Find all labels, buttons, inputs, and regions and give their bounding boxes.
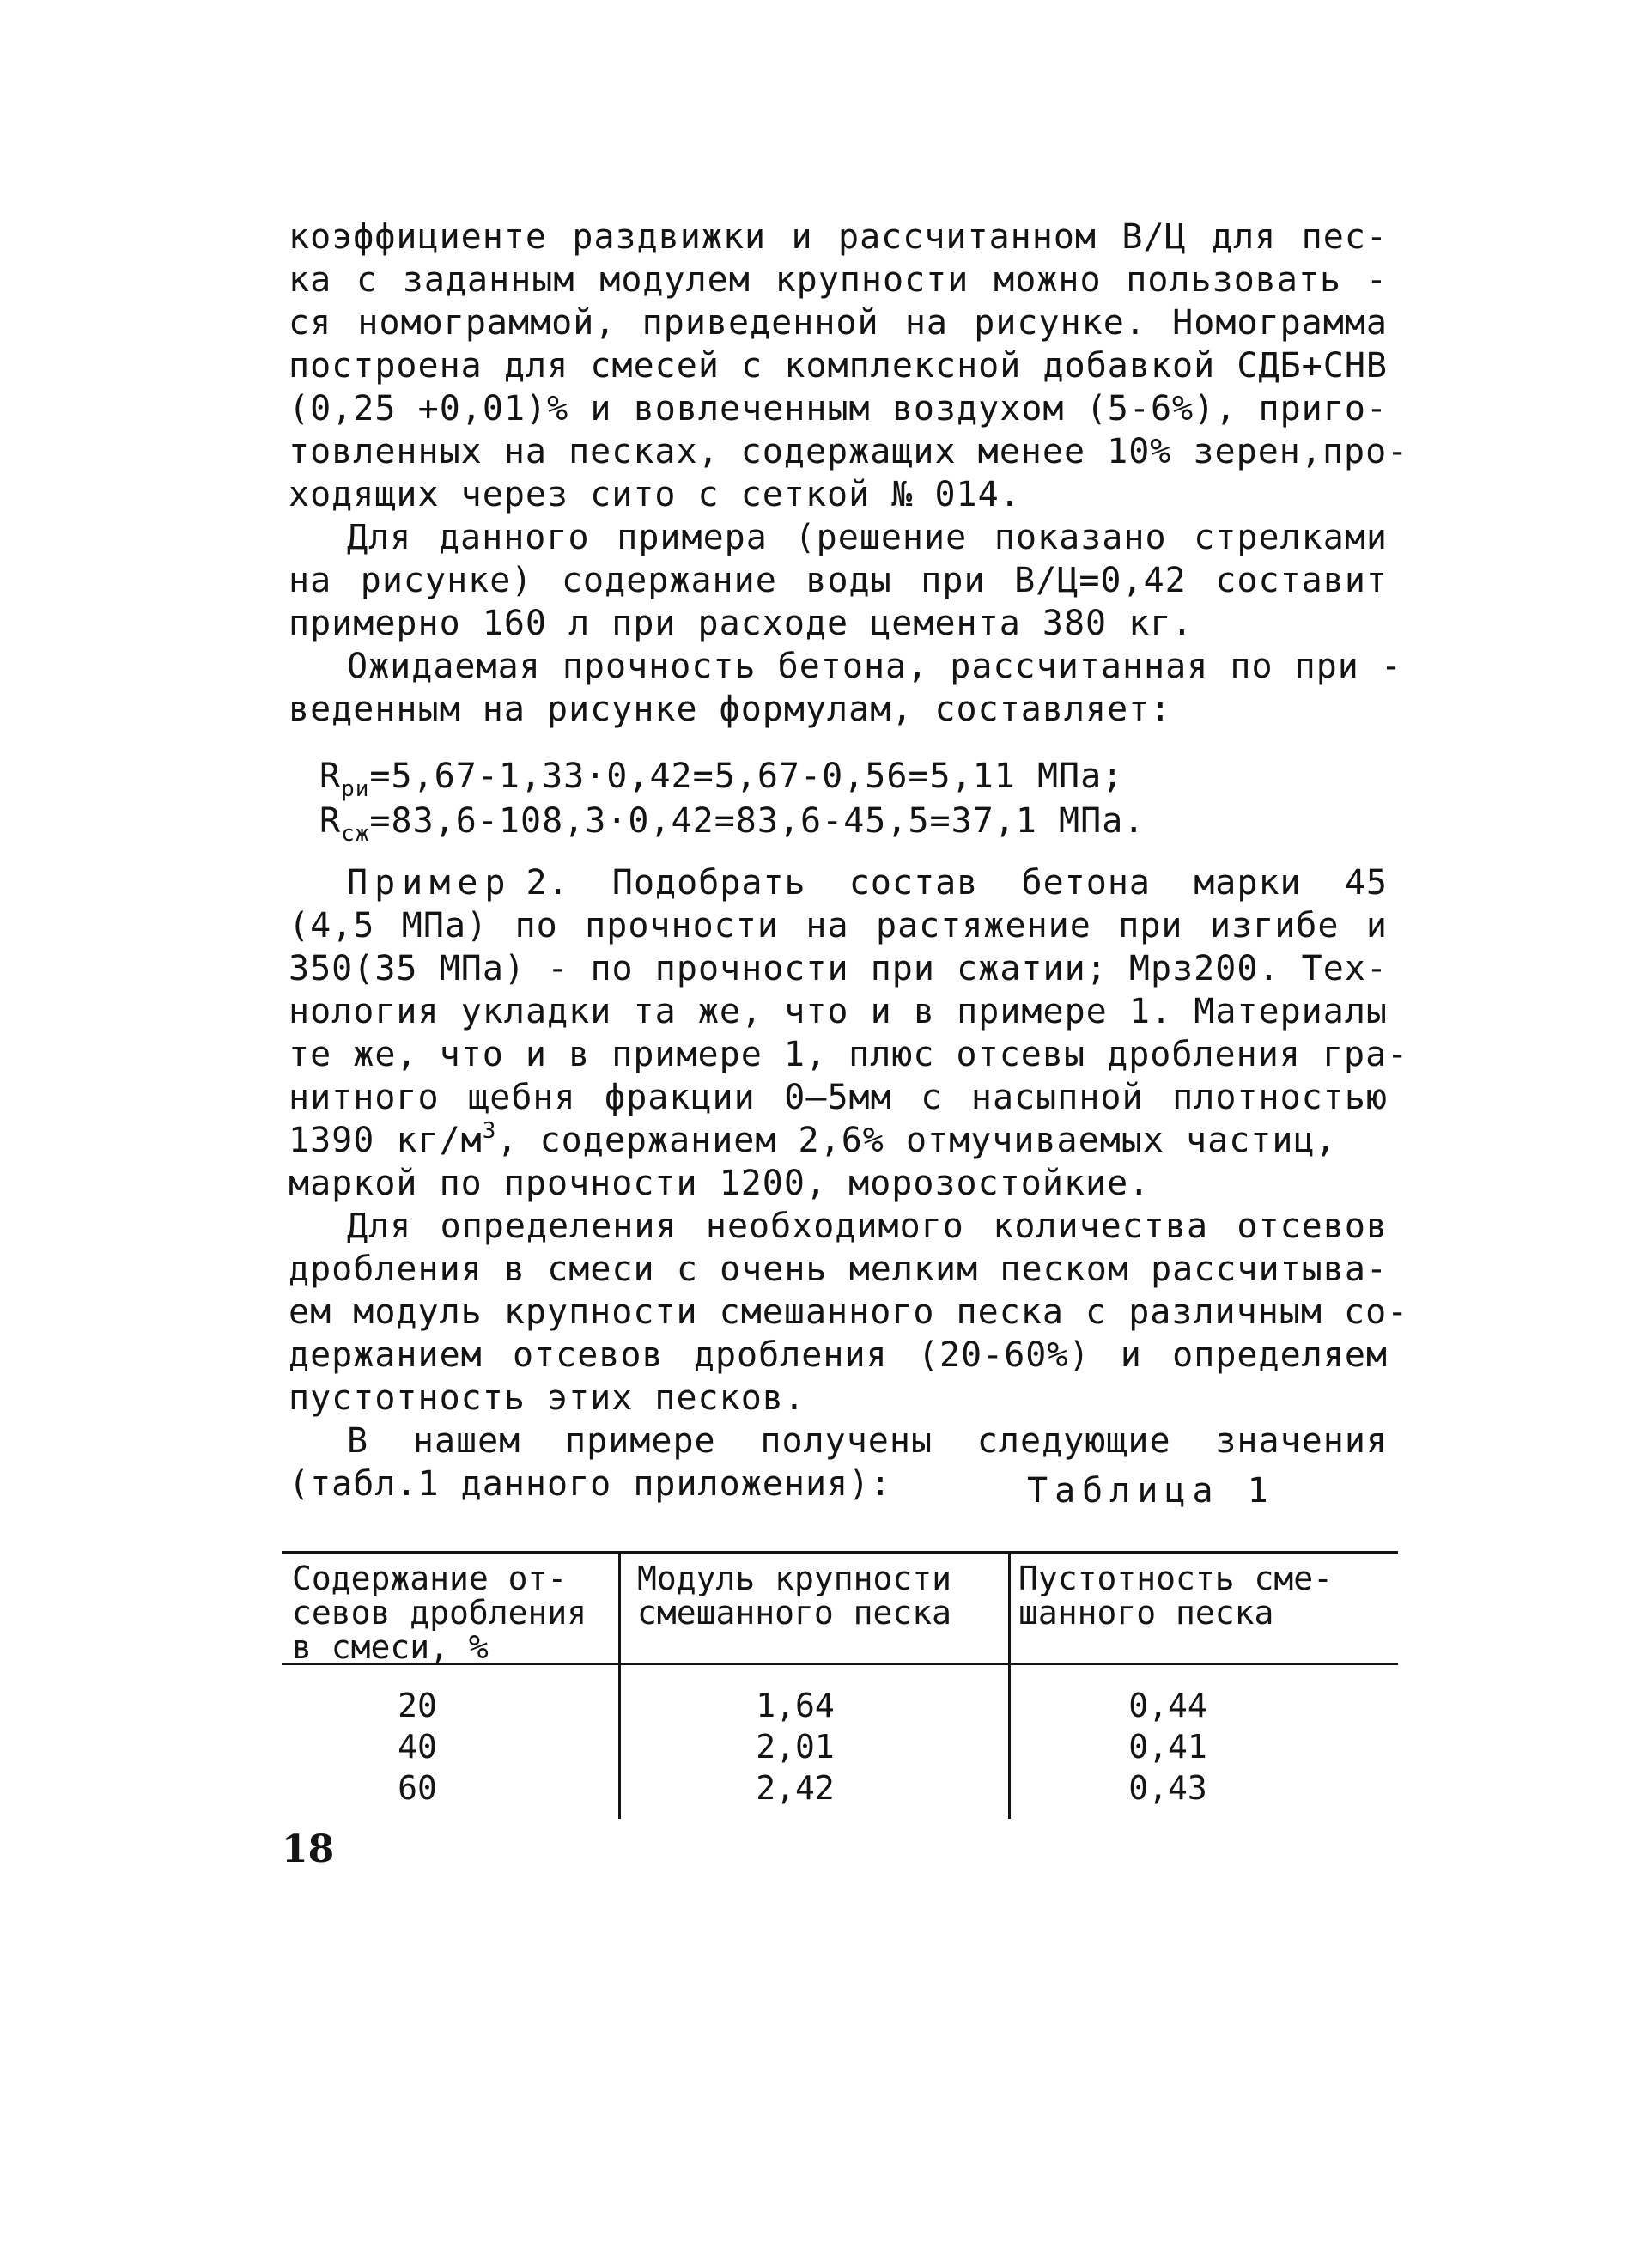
- formula-expression: =5,67-1,33·0,42=5,67-0,56=5,11 МПа;: [369, 757, 1124, 796]
- formula-subscript: ри: [341, 776, 370, 802]
- text-line: примерно 160 л при расходе цемента 380 кг.: [289, 604, 1194, 643]
- text-line: 2. Подобрать состав бетона марки 45: [526, 863, 1388, 903]
- formula-compressive-strength: [319, 800, 1419, 846]
- text-line: В нашем примере получены следующие значения: [347, 1421, 1388, 1461]
- table-cell: 0,41: [1128, 1728, 1207, 1766]
- text-line: нитного щебня фракции 0–5мм с насыпной плотностью: [289, 1078, 1388, 1117]
- text-line: ся номограммой, приведенной на рисунке. Номограмма: [289, 303, 1388, 343]
- table-header-cell: Модуль крупности смешанного песка: [637, 1560, 952, 1632]
- example-2-first-line: [347, 862, 1388, 903]
- formula-subscript: сж: [341, 821, 370, 847]
- formula-expression: =83,6-108,3·0,42=83,6-45,5=37,1 МПа.: [369, 801, 1146, 841]
- example-heading: Пример: [347, 863, 513, 903]
- table-header-cell: Пустотность сме- шанного песка: [1018, 1560, 1334, 1632]
- text-line: маркой по прочности 1200, морозостойкие.: [289, 1164, 1151, 1203]
- formula-symbol: R: [319, 757, 342, 796]
- text-line: товленных на песках, содержащих менее 10% зерен,про-: [289, 432, 1409, 471]
- table-column-divider: [1008, 1553, 1011, 1819]
- table-caption: Таблица 1: [1027, 1471, 1275, 1511]
- text-span: 1390 кг/м: [289, 1121, 483, 1160]
- table-cell: 2,01: [756, 1728, 835, 1766]
- page-number: 18: [282, 1827, 335, 1871]
- text-line: нология укладки та же, что и в примере 1. Материалы: [289, 992, 1388, 1031]
- text-line: веденным на рисунке формулам, составляет:: [289, 690, 1172, 729]
- table-cell: 60: [398, 1769, 437, 1807]
- text-line: (табл.1 данного приложения):: [289, 1464, 892, 1504]
- formula-symbol: R: [319, 801, 342, 841]
- formula-flexural-strength: [319, 756, 1419, 801]
- text-line: (0,25 +0,01)% и вовлеченным воздухом (5-6%), приго-: [289, 389, 1388, 429]
- table-top-rule: [282, 1551, 1398, 1554]
- text-line: Для данного примера (решение показано стрелками: [347, 518, 1388, 557]
- text-line: Ожидаемая прочность бетона, рассчитанная по при -: [347, 647, 1403, 686]
- table-cell: 20: [398, 1687, 437, 1724]
- table-cell: 2,42: [756, 1769, 835, 1807]
- text-line: (4,5 МПа) по прочности на растяжение при изгибе и: [289, 906, 1388, 946]
- text-line: дробления в смеси с очень мелким песком рассчитыва-: [289, 1250, 1388, 1289]
- text-line: построена для смесей с комплексной добавкой СДБ+СНВ: [289, 346, 1388, 386]
- table-cell: 1,64: [756, 1687, 835, 1724]
- table-cell: 0,44: [1128, 1687, 1207, 1724]
- text-line: ходящих через сито с сеткой № 014.: [289, 475, 1021, 514]
- text-line: те же, что и в примере 1, плюс отсевы дробления гра-: [289, 1035, 1409, 1074]
- text-line: коэффициенте раздвижки и рассчитанном В/Ц для пес-: [289, 217, 1388, 257]
- density-line: [289, 1120, 1388, 1165]
- table-cell: 40: [398, 1728, 437, 1766]
- text-line: на рисунке) содержание воды при В/Ц=0,42 составит: [289, 561, 1388, 600]
- text-line: ка с заданным модулем крупности можно пользовать -: [289, 260, 1388, 300]
- text-line: держанием отсевов дробления (20-60%) и определяем: [289, 1335, 1388, 1375]
- text-span: , содержанием 2,6% отмучиваемых частиц,: [496, 1121, 1337, 1160]
- superscript: 3: [482, 1118, 497, 1144]
- text-line: ем модуль крупности смешанного песка с различным со-: [289, 1292, 1409, 1332]
- table-cell: 0,43: [1128, 1769, 1207, 1807]
- table-header-cell: Содержание от- севов дробления в смеси, %: [292, 1560, 587, 1666]
- text-line: 350(35 МПа) - по прочности при сжатии; Мрз200. Тех-: [289, 949, 1388, 988]
- text-line: пустотность этих песков.: [289, 1378, 805, 1418]
- text-line: Для определения необходимого количества отсевов: [347, 1207, 1388, 1246]
- table-column-divider: [618, 1553, 621, 1819]
